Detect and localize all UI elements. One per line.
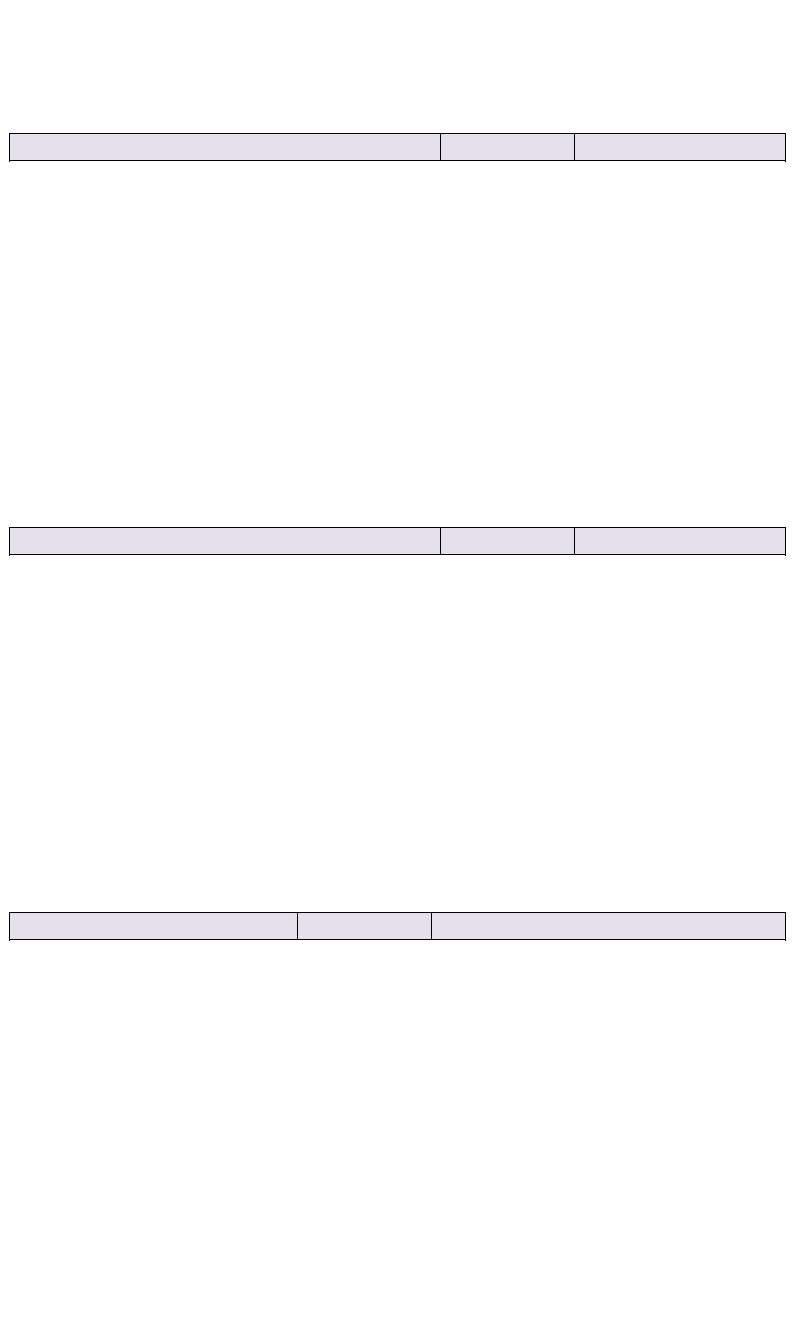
grade-header [441,134,575,161]
observations-header [575,134,786,161]
summary-functions-header [10,913,298,940]
functions-table [9,133,786,161]
functions-header [10,134,441,161]
criteria-table [9,527,786,555]
criteria-header [10,528,441,555]
summary-table [9,912,786,940]
grade-header [441,528,575,555]
recommendations-header [432,913,786,940]
average-grade-header [298,913,432,940]
observations-header [575,528,786,555]
